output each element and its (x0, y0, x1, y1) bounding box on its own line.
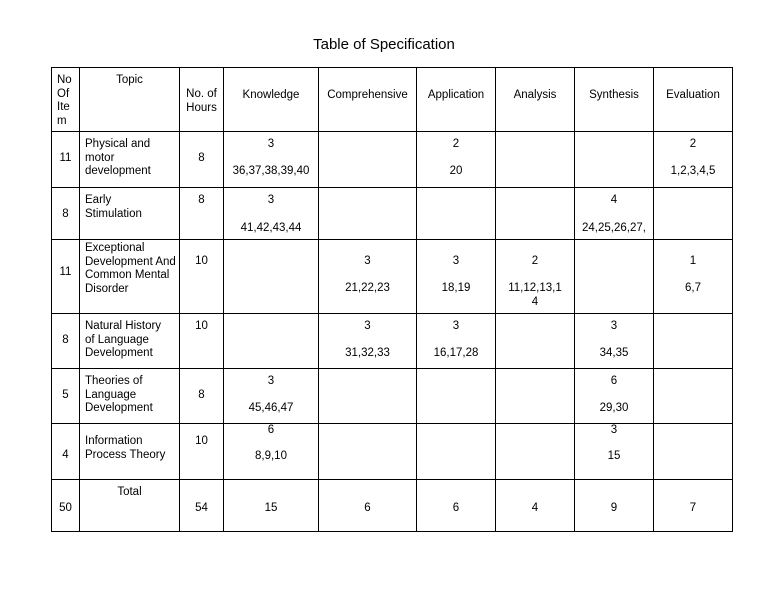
header-evaluation: Evaluation (654, 68, 733, 132)
knowledge-cell: 6 8,9,10 (224, 424, 319, 480)
item-count-cell: 8 (52, 314, 80, 369)
synthesis-cell: 3 34,35 (575, 314, 654, 369)
knowledge-cell: 3 36,37,38,39,40 (224, 132, 319, 188)
evaluation-cell: 2 1,2,3,4,5 (654, 132, 733, 188)
topic-cell: Theories of Language Development (80, 369, 180, 424)
topic-cell: Natural History of Language Development (80, 314, 180, 369)
header-comprehensive: Comprehensive (319, 68, 417, 132)
analysis-cell (496, 424, 575, 480)
synthesis-cell: 6 29,30 (575, 369, 654, 424)
specification-table (51, 67, 733, 532)
comprehensive-cell (319, 424, 417, 480)
synthesis-cell (575, 240, 654, 314)
hours-cell: 10 (180, 240, 224, 314)
knowledge-cell (224, 314, 319, 369)
topic-cell: Early Stimulation (80, 188, 180, 240)
header-row (52, 68, 733, 132)
topic-cell: Information Process Theory (80, 424, 180, 480)
topic-cell: Exceptional Development And Common Mental Disorder (80, 240, 180, 314)
item-count-cell: 11 (52, 132, 80, 188)
table-row (52, 369, 733, 424)
comprehensive-cell: 3 21,22,23 (319, 240, 417, 314)
comprehensive-cell (319, 188, 417, 240)
table-row (52, 188, 733, 240)
synthesis-cell: 3 15 (575, 424, 654, 480)
knowledge-cell: 3 41,42,43,44 (224, 188, 319, 240)
total-label-cell: Total (80, 480, 180, 532)
analysis-cell (496, 314, 575, 369)
evaluation-cell (654, 369, 733, 424)
item-count-cell: 4 (52, 424, 80, 480)
total-knowledge-cell: 15 (224, 480, 319, 532)
application-cell (417, 188, 496, 240)
table-row (52, 240, 733, 314)
item-count-cell: 11 (52, 240, 80, 314)
analysis-cell (496, 132, 575, 188)
total-evaluation-cell: 7 (654, 480, 733, 532)
header-synthesis: Synthesis (575, 68, 654, 132)
table-row (52, 132, 733, 188)
analysis-cell (496, 188, 575, 240)
header-hours: No. of Hours (180, 68, 224, 132)
table-row (52, 424, 733, 480)
evaluation-cell (654, 314, 733, 369)
application-cell (417, 369, 496, 424)
application-cell: 3 16,17,28 (417, 314, 496, 369)
hours-cell: 10 (180, 424, 224, 480)
item-count-cell: 8 (52, 188, 80, 240)
total-application-cell: 6 (417, 480, 496, 532)
knowledge-cell: 3 45,46,47 (224, 369, 319, 424)
evaluation-cell: 1 6,7 (654, 240, 733, 314)
header-knowledge: Knowledge (224, 68, 319, 132)
hours-cell: 8 (180, 132, 224, 188)
header-analysis: Analysis (496, 68, 575, 132)
evaluation-cell (654, 424, 733, 480)
item-count-cell: 5 (52, 369, 80, 424)
hours-cell: 8 (180, 188, 224, 240)
application-cell (417, 424, 496, 480)
application-cell: 2 20 (417, 132, 496, 188)
hours-cell: 10 (180, 314, 224, 369)
synthesis-cell: 4 24,25,26,27, (575, 188, 654, 240)
header-no-of-item: No Of Ite m (52, 68, 80, 132)
comprehensive-cell: 3 31,32,33 (319, 314, 417, 369)
comprehensive-cell (319, 369, 417, 424)
comprehensive-cell (319, 132, 417, 188)
table-row (52, 314, 733, 369)
page-title: Table of Specification (313, 36, 455, 53)
total-analysis-cell: 4 (496, 480, 575, 532)
total-comprehensive-cell: 6 (319, 480, 417, 532)
header-application: Application (417, 68, 496, 132)
analysis-cell (496, 369, 575, 424)
total-row (52, 480, 733, 532)
hours-cell: 8 (180, 369, 224, 424)
evaluation-cell (654, 188, 733, 240)
application-cell: 3 18,19 (417, 240, 496, 314)
topic-cell: Physical and motor development (80, 132, 180, 188)
header-topic: Topic (80, 68, 180, 132)
knowledge-cell (224, 240, 319, 314)
total-hours-cell: 54 (180, 480, 224, 532)
analysis-cell: 2 11,12,13,1 4 (496, 240, 575, 314)
synthesis-cell (575, 132, 654, 188)
total-synthesis-cell: 9 (575, 480, 654, 532)
total-items-cell: 50 (52, 480, 80, 532)
